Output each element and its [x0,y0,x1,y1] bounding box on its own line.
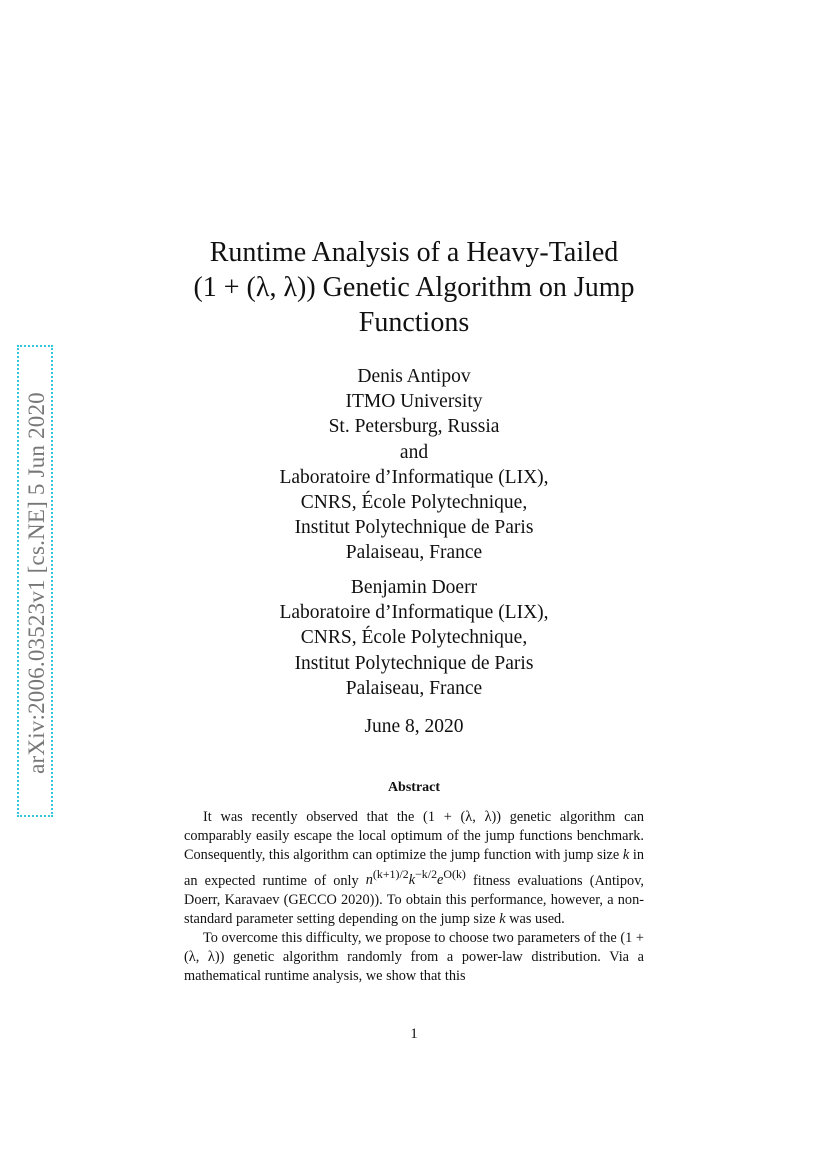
abstract-paragraph-1 [184,808,644,929]
math-variable: k [408,872,416,889]
arxiv-identifier: arXiv:2006.03523v1 [cs.NE] 5 Jun 2020 [24,392,49,774]
publication-date: June 8, 2020 [364,716,464,737]
math-exponent: −k/2 [415,867,438,882]
runtime-formula [365,867,466,889]
math-exponent: O(k) [443,867,466,882]
affiliation-line: CNRS, École Polytechnique, [300,627,528,649]
abstract-text: in an expected runtime of only [184,847,645,889]
author-block-doerr [160,575,668,701]
author-name: Denis Antipov [357,366,471,387]
math-variable: n [365,872,373,889]
math-variable: e [437,872,444,889]
page-number: 1 [410,1026,418,1042]
math-exponent: (k+1)/2 [372,867,409,882]
abstract-body [184,808,644,987]
title-line: (1 + (λ, λ)) Genetic Algorithm on Jump [193,272,635,303]
author-name: Benjamin Doerr [350,577,478,598]
abstract-text: fitness evaluations (Antipov, Doerr, Karavaev (GECCO 2020)). To obtain this performance, however, a non-standard parameter setting depending on the jump size [184,872,644,927]
abstract-text: It was recently observed that the (1 + (λ, λ)) genetic algorithm can comparably easily escape the local optimum of the jump functions benchmark. Consequently, this algorithm can optimize the jump function with jump size [184,809,644,864]
abstract-paragraph-2: To overcome this difficulty, we propose to choose two parameters of the (1 + (λ, λ)) genetic algorithm randomly from a power-law distribution. Via a mathematical runtime analysis, we show that this [184,929,644,985]
affiliation-line: St. Petersburg, Russia [328,416,500,438]
author-block-antipov [160,364,668,566]
paper-title [120,235,708,340]
affiliation-line: Palaiseau, France [345,542,483,564]
math-variable: k [499,910,506,927]
title-line: Functions [358,307,470,338]
affiliation-line: Institut Polytechnique de Paris [294,517,534,539]
affiliation-line: and [399,441,429,463]
math-variable: k [622,847,630,864]
affiliation-line: Palaiseau, France [345,677,483,699]
affiliation-line: ITMO University [345,391,483,413]
affiliation-line: CNRS, École Polytechnique, [300,492,528,514]
abstract-text: was used. [505,910,565,927]
abstract-heading: Abstract [387,780,441,795]
affiliation-line: Laboratoire d’Informatique (LIX), [279,602,549,624]
title-line: Runtime Analysis of a Heavy-Tailed [209,237,619,268]
affiliation-line: Laboratoire d’Informatique (LIX), [279,466,549,488]
arxiv-stamp [17,345,53,817]
affiliation-line: Institut Polytechnique de Paris [294,652,534,674]
